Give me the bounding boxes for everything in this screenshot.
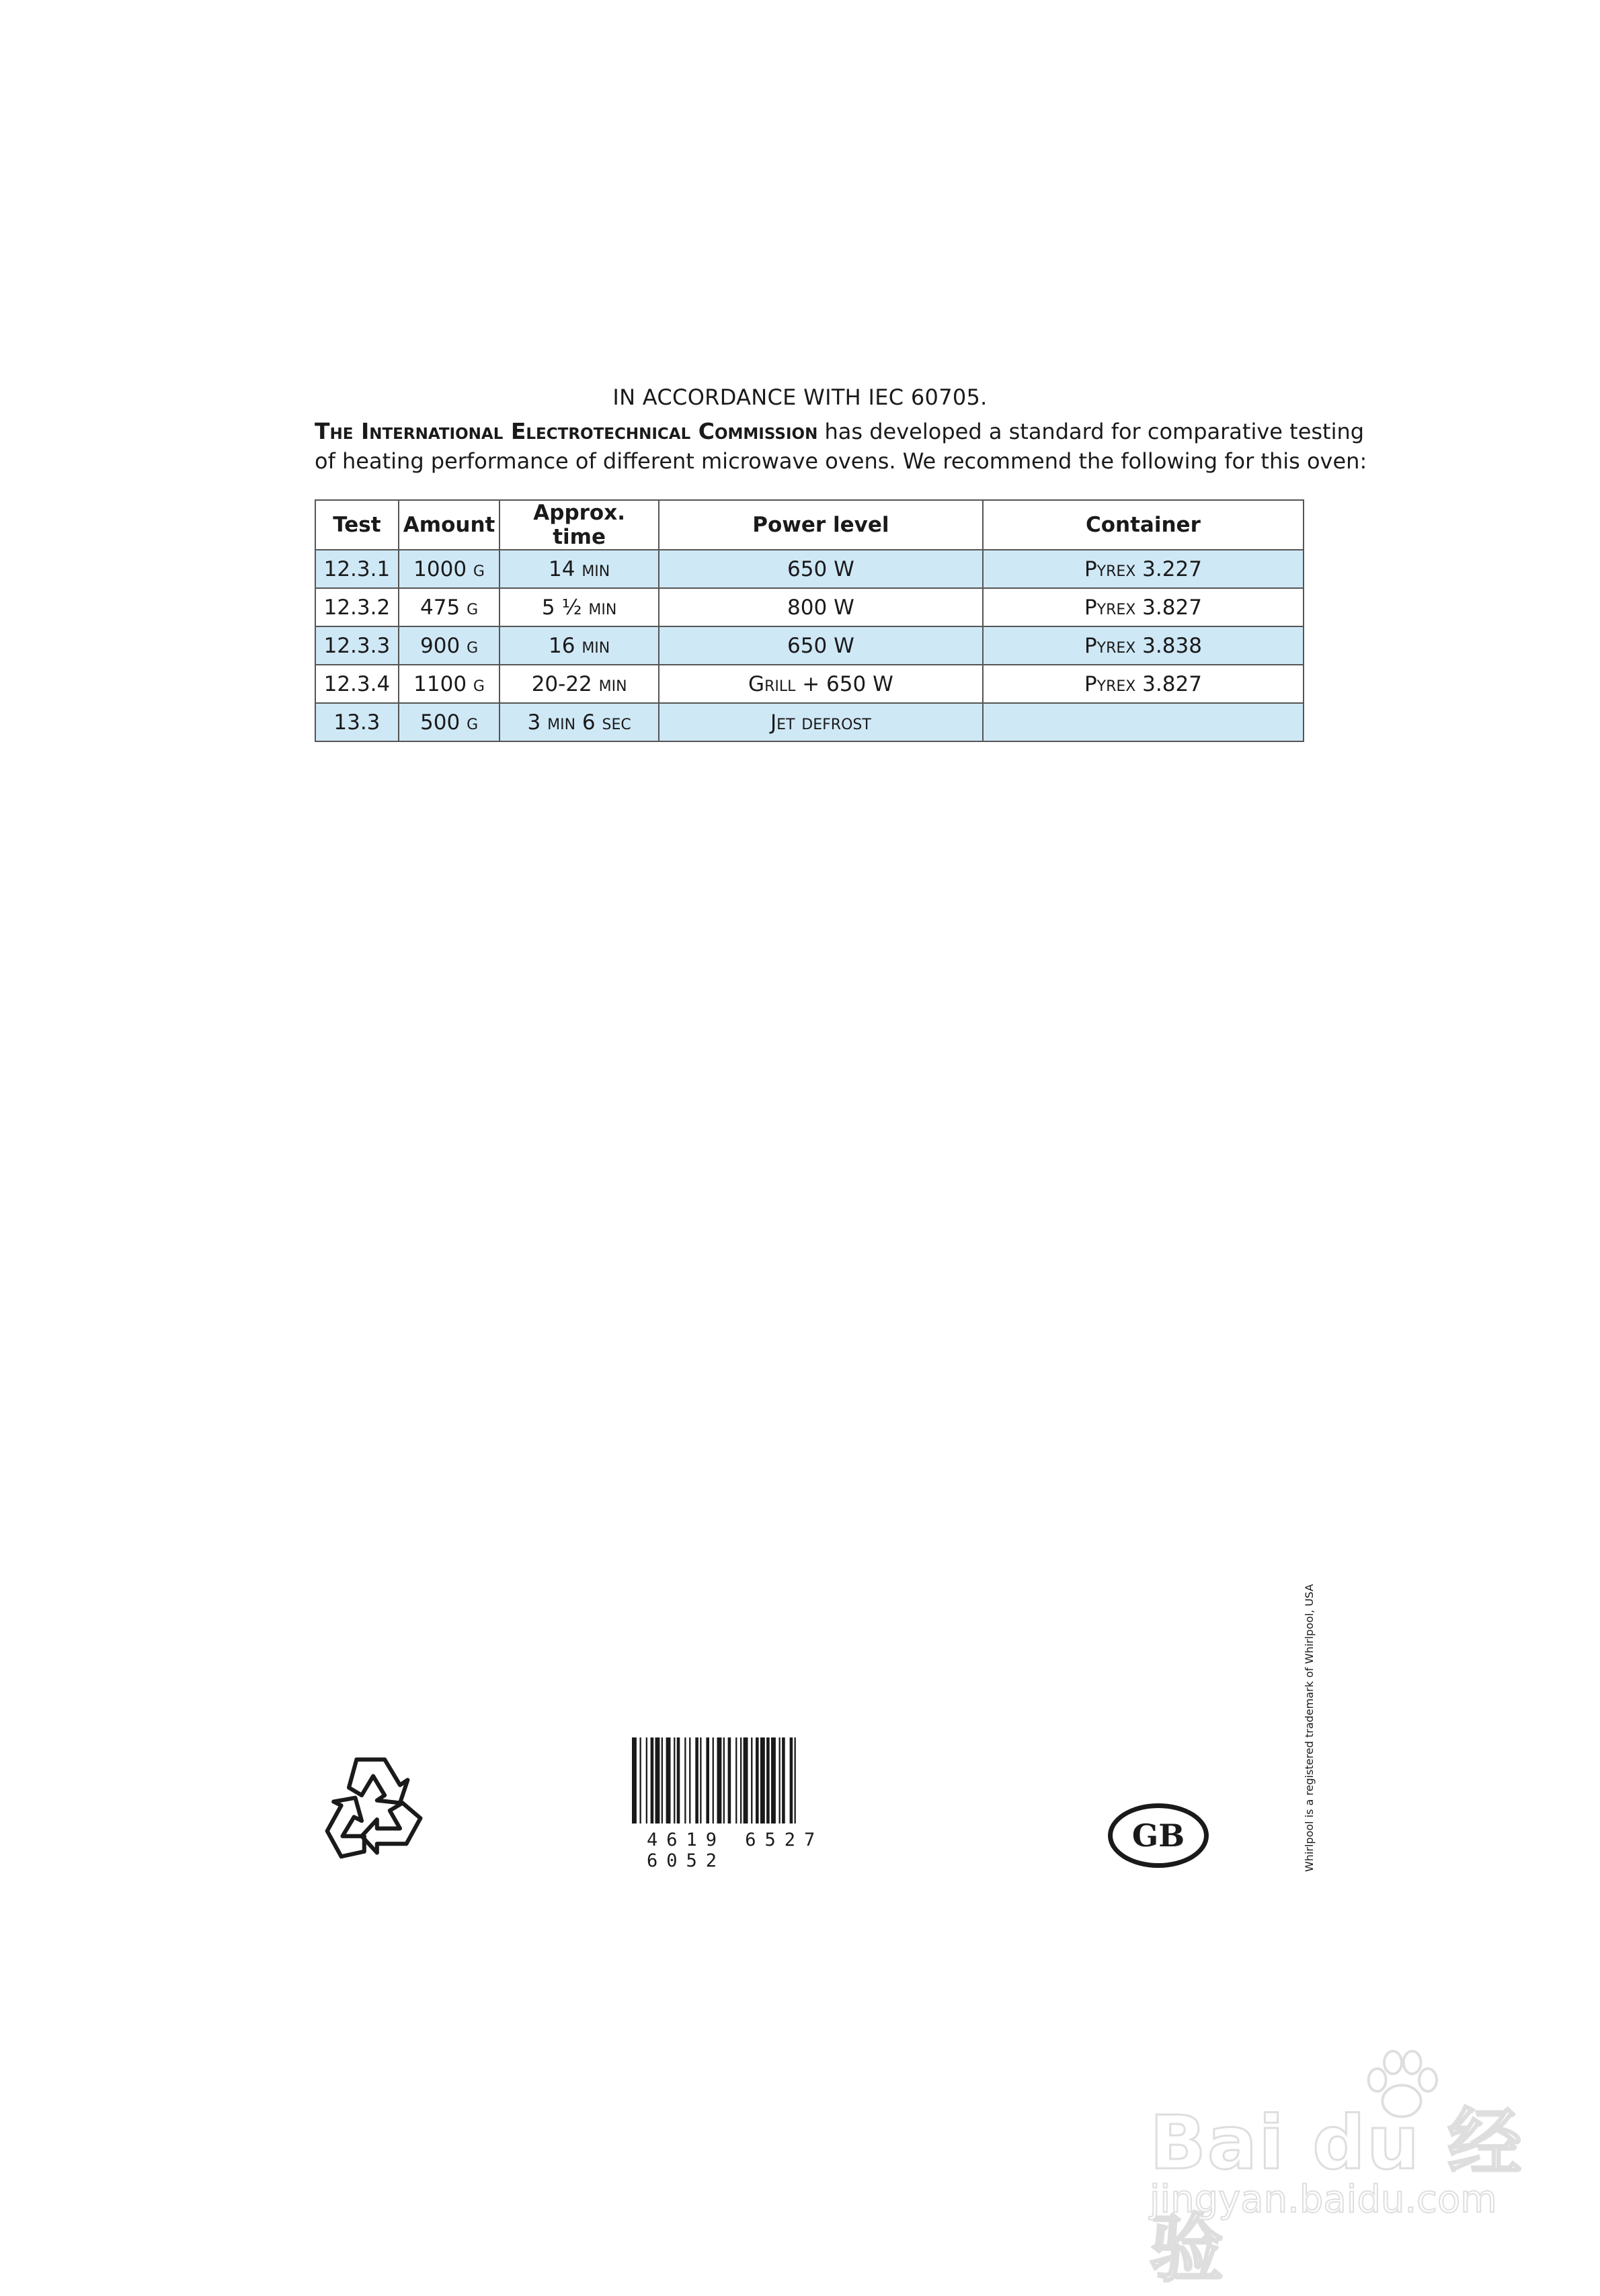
cell-test bbox=[315, 626, 399, 665]
commission-name: The International Electrotechnical Commission bbox=[315, 418, 818, 444]
cell-time bbox=[499, 665, 659, 703]
cell-test bbox=[315, 703, 399, 741]
cell-container-container: Pyrex 3.827 bbox=[1084, 595, 1202, 620]
cell-power bbox=[659, 703, 983, 741]
standard-heading: IN ACCORDANCE WITH IEC 60705. bbox=[612, 384, 988, 410]
cell-power bbox=[659, 550, 983, 588]
cell-power-power: Grill + 650 W bbox=[748, 671, 893, 696]
cell-time-time: 14 bbox=[549, 557, 575, 581]
cell-container bbox=[983, 588, 1304, 626]
cell-test-test: 13.3 bbox=[333, 710, 381, 735]
cell-time bbox=[499, 588, 659, 626]
cell-test bbox=[315, 665, 399, 703]
intro-line2: of heating performance of different microwave ovens. We recommend the following for this oven: bbox=[315, 448, 1367, 474]
cell-time-time_unit: min bbox=[582, 633, 610, 658]
header-amount: Amount bbox=[399, 500, 500, 550]
cell-amount-amount: 1000 bbox=[413, 557, 467, 581]
cell-container-container: Pyrex 3.838 bbox=[1084, 633, 1202, 658]
cell-amount-amount_unit: g bbox=[467, 710, 479, 735]
cell-amount bbox=[399, 550, 500, 588]
table-row bbox=[315, 588, 1304, 626]
recycle-icon bbox=[311, 1744, 438, 1872]
cell-container bbox=[983, 626, 1304, 665]
cell-power bbox=[659, 588, 983, 626]
cell-amount-amount_unit: g bbox=[473, 671, 485, 696]
cell-power bbox=[659, 665, 983, 703]
cell-test bbox=[315, 588, 399, 626]
cell-amount-amount: 475 bbox=[420, 595, 461, 620]
cell-container-container: Pyrex 3.827 bbox=[1084, 671, 1202, 696]
cell-amount-amount_unit: g bbox=[473, 557, 485, 581]
intro-paragraph bbox=[315, 417, 1390, 476]
cell-amount bbox=[399, 588, 500, 626]
cell-time bbox=[499, 626, 659, 665]
cell-time-time_unit: min bbox=[598, 671, 627, 696]
cell-container bbox=[983, 703, 1304, 741]
header-approx-time: Approx. time bbox=[499, 500, 659, 550]
cell-container bbox=[983, 665, 1304, 703]
cell-amount-amount: 900 bbox=[420, 633, 461, 658]
cell-power bbox=[659, 626, 983, 665]
barcode-digits: 4619 6527 6052 bbox=[647, 1830, 824, 1871]
table-row bbox=[315, 550, 1304, 588]
table-row bbox=[315, 703, 1304, 741]
table-row bbox=[315, 665, 1304, 703]
cell-time-time: 16 bbox=[549, 633, 575, 658]
cell-container-container: Pyrex 3.227 bbox=[1084, 557, 1202, 581]
cell-amount bbox=[399, 665, 500, 703]
cell-amount bbox=[399, 626, 500, 665]
header-test: Test bbox=[315, 500, 399, 550]
cell-time bbox=[499, 703, 659, 741]
cell-container bbox=[983, 550, 1304, 588]
site-watermark bbox=[1136, 2043, 1539, 2292]
watermark-url: jingyan.baidu.com bbox=[1150, 2178, 1497, 2221]
cell-time-time: 5 ½ bbox=[541, 595, 582, 620]
cell-time-time_unit: min bbox=[588, 595, 617, 620]
table-row bbox=[315, 626, 1304, 665]
cell-power-power: 650 W bbox=[787, 557, 854, 581]
cell-test-test: 12.3.3 bbox=[323, 633, 391, 658]
header-power-level: Power level bbox=[659, 500, 983, 550]
trademark-notice: Whirlpool is a registered trademark of Whirlpool, USA bbox=[1303, 1584, 1316, 1872]
cell-amount-amount: 1100 bbox=[413, 671, 467, 696]
cell-amount-amount: 500 bbox=[420, 710, 461, 735]
country-badge: GB bbox=[1108, 1803, 1209, 1868]
cell-time-time_unit: min bbox=[582, 557, 610, 581]
watermark-brand: Bai du 经验 bbox=[1150, 2100, 1523, 2292]
barcode-icon bbox=[632, 1737, 914, 1832]
cell-power-power: Jet defrost bbox=[770, 710, 871, 735]
cell-test-test: 12.3.4 bbox=[323, 671, 391, 696]
cell-power-power: 800 W bbox=[787, 595, 854, 620]
cell-time-time: 3 min 6 sec bbox=[527, 710, 631, 735]
test-table bbox=[315, 499, 1304, 742]
cell-amount-amount_unit: g bbox=[467, 595, 479, 620]
cell-amount bbox=[399, 703, 500, 741]
cell-test-test: 12.3.2 bbox=[323, 595, 391, 620]
cell-time-time: 20-22 bbox=[531, 671, 592, 696]
cell-time bbox=[499, 550, 659, 588]
cell-amount-amount_unit: g bbox=[467, 633, 479, 658]
cell-test bbox=[315, 550, 399, 588]
header-container: Container bbox=[983, 500, 1304, 550]
cell-test-test: 12.3.1 bbox=[323, 557, 391, 581]
cell-power-power: 650 W bbox=[787, 633, 854, 658]
intro-line1: has developed a standard for comparative testing bbox=[817, 419, 1365, 444]
table-header-row bbox=[315, 500, 1304, 550]
